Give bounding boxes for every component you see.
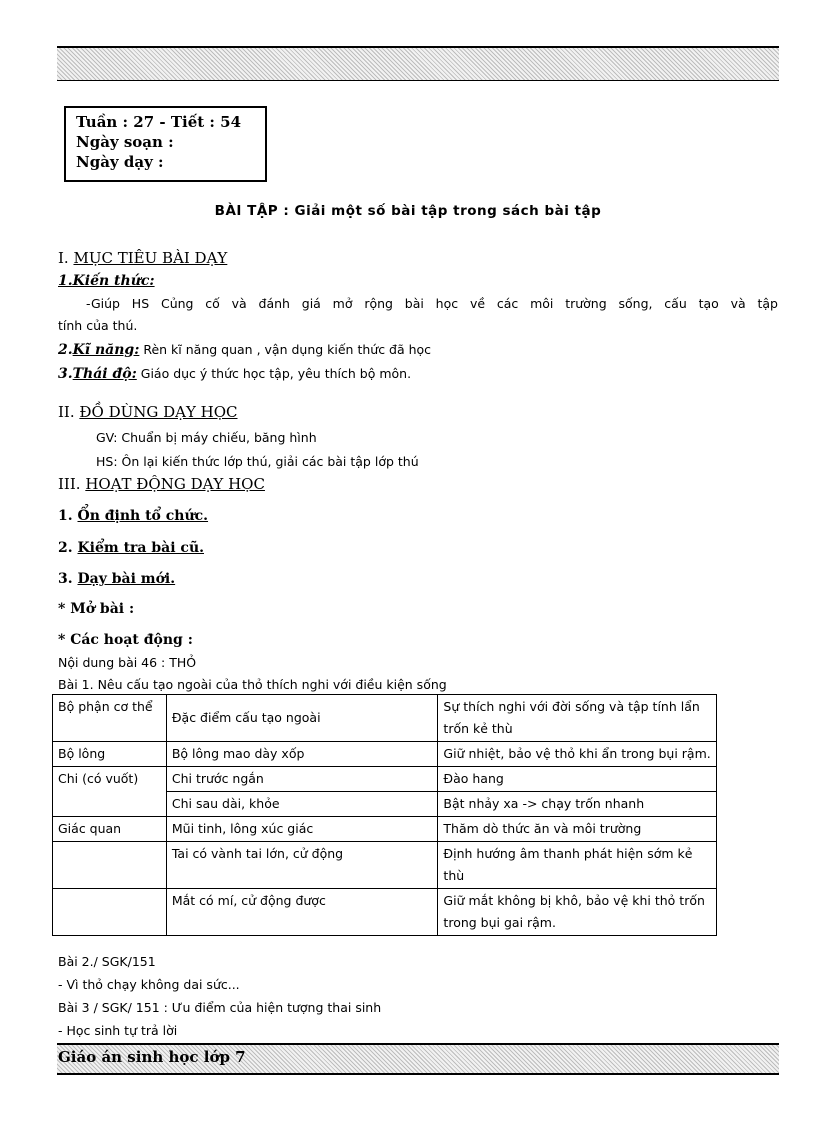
table-cell: Giác quan: [53, 817, 167, 842]
hs-prep: HS: Ôn lại kiến thức lớp thú, giải các bài tập lớp thú: [96, 454, 419, 469]
table-cell: [53, 842, 167, 889]
table-cell: Mắt có mí, cử động được: [166, 889, 438, 936]
table-cell: Bật nhảy xa -> chạy trốn nhanh: [438, 792, 717, 817]
exercise-1: Bài 1. Nêu cấu tạo ngoài của thỏ thích nghi với điều kiện sống: [58, 677, 447, 692]
content-line: Nội dung bài 46 : THỎ: [58, 655, 197, 670]
activities-label: * Các hoạt động :: [58, 632, 193, 648]
table-header-cell: Sự thích nghi với đời sống và tập tính lẩn trốn kẻ thù: [438, 695, 717, 742]
table-cell: Chi sau dài, khỏe: [166, 792, 438, 817]
prep-date: Ngày soạn :: [76, 133, 174, 151]
exercise-3: Bài 3 / SGK/ 151 : Ưu điểm của hiện tượng thai sinh: [58, 1000, 382, 1015]
section-2-heading: II. ĐỒ DÙNG DẠY HỌC: [58, 403, 238, 421]
exercise-2-answer: - Vì thỏ chạy không dai sức...: [58, 977, 240, 992]
table-header-cell: Đặc điểm cấu tạo ngoài: [166, 695, 438, 742]
table-cell: Giữ mắt không bị khô, bảo vệ khi thỏ trốn trong bụi gai rậm.: [438, 889, 717, 936]
table-row: [53, 695, 717, 742]
table-row: [53, 742, 717, 767]
table-cell: Giữ nhiệt, bảo vệ thỏ khi ẩn trong bụi rậm.: [438, 742, 717, 767]
step-1: 1. Ổn định tổ chức.: [58, 508, 209, 524]
attitude-line: 3.Thái độ: Giáo dục ý thức học tập, yêu thích bộ môn.: [58, 366, 412, 382]
rabbit-table: [52, 694, 717, 936]
footer-text: Giáo án sinh học lớp 7: [58, 1048, 246, 1066]
gv-prep: GV: Chuẩn bị máy chiếu, băng hình: [96, 430, 317, 445]
table-row: [53, 817, 717, 842]
lesson-title: BÀI TẬP : Giải một số bài tập trong sách bài tập: [214, 203, 602, 219]
table-cell: Chi (có vuốt): [53, 767, 167, 817]
table-cell: Chi trước ngắn: [166, 767, 438, 792]
step-3: 3. Dạy bài mới.: [58, 571, 176, 587]
section-1-heading: I. MỤC TIÊU BÀI DẠY: [58, 249, 228, 267]
table-cell: Đào hang: [438, 767, 717, 792]
table-cell: Tai có vành tai lớn, cử động: [166, 842, 438, 889]
table-cell: Thăm dò thức ăn và môi trường: [438, 817, 717, 842]
table-cell: [53, 889, 167, 936]
intro-label: * Mở bài :: [58, 601, 135, 617]
table-header-cell: Bộ phận cơ thể: [53, 695, 167, 742]
section-3-heading: III. HOẠT ĐỘNG DẠY HỌC: [58, 475, 265, 493]
table-cell: Định hướng âm thanh phát hiện sớm kẻ thù: [438, 842, 717, 889]
week-period: Tuần : 27 - Tiết : 54: [76, 113, 242, 131]
knowledge-label: 1.Kiến thức:: [58, 273, 155, 289]
table-cell: Bộ lông mao dày xốp: [166, 742, 438, 767]
table-cell: Mũi tinh, lông xúc giác: [166, 817, 438, 842]
header-band: [57, 46, 779, 81]
exercise-2: Bài 2./ SGK/151: [58, 954, 156, 969]
table-row: [53, 889, 717, 936]
table-cell: Bộ lông: [53, 742, 167, 767]
table-row: [53, 842, 717, 889]
table-row: [53, 767, 717, 792]
knowledge-text-2: tính của thú.: [58, 318, 138, 333]
info-box: [64, 106, 267, 182]
step-2: 2. Kiểm tra bài cũ.: [58, 540, 204, 556]
knowledge-text-1: -Giúp HS Củng cố và đánh giá mở rộng bài học về các môi trường sống, cấu tạo và tập: [86, 296, 778, 311]
exercise-3-answer: - Học sinh tự trả lời: [58, 1023, 178, 1038]
skill-line: 2.Kĩ năng: Rèn kĩ năng quan , vận dụng kiến thức đã học: [58, 342, 432, 358]
teach-date: Ngày dạy :: [76, 153, 164, 171]
